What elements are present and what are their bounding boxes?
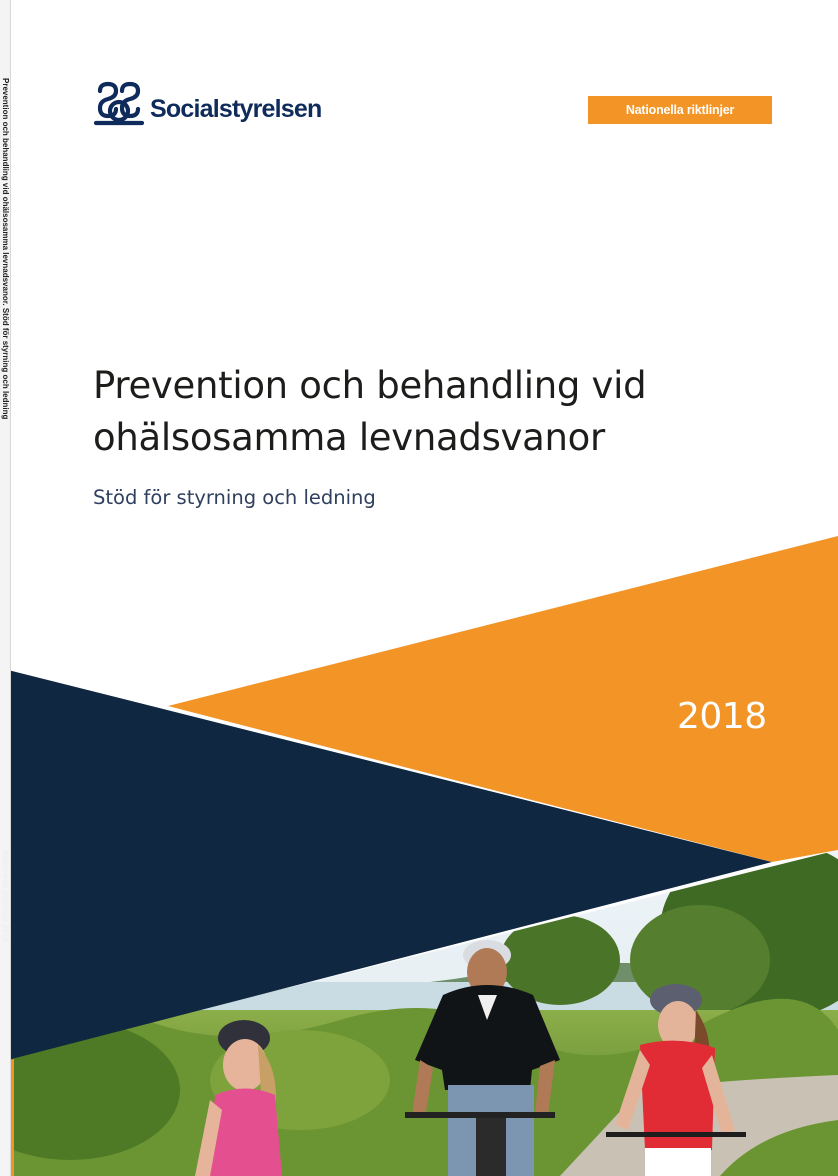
spine-title: Prevention och behandling vid ohälsosamma levnadsvanor. Stöd för styrning och ledning (1, 78, 10, 420)
document-subtitle: Stöd för styrning och ledning (93, 486, 376, 509)
socialstyrelsen-logo-icon (92, 81, 146, 127)
socialstyrelsen-logo (92, 80, 321, 128)
title-line-1: Prevention och behandling vid (93, 364, 647, 407)
spine-series: Nationella riktlinjer 2018 (1, 850, 10, 943)
guidelines-badge: Nationella riktlinjer (588, 96, 772, 124)
title-line-2: ohälsosamma levnadsvanor (93, 416, 605, 459)
publisher-name: Socialstyrelsen (150, 94, 322, 123)
book-spine (0, 0, 11, 1176)
document-title (93, 360, 813, 464)
publication-year: 2018 (677, 696, 767, 737)
